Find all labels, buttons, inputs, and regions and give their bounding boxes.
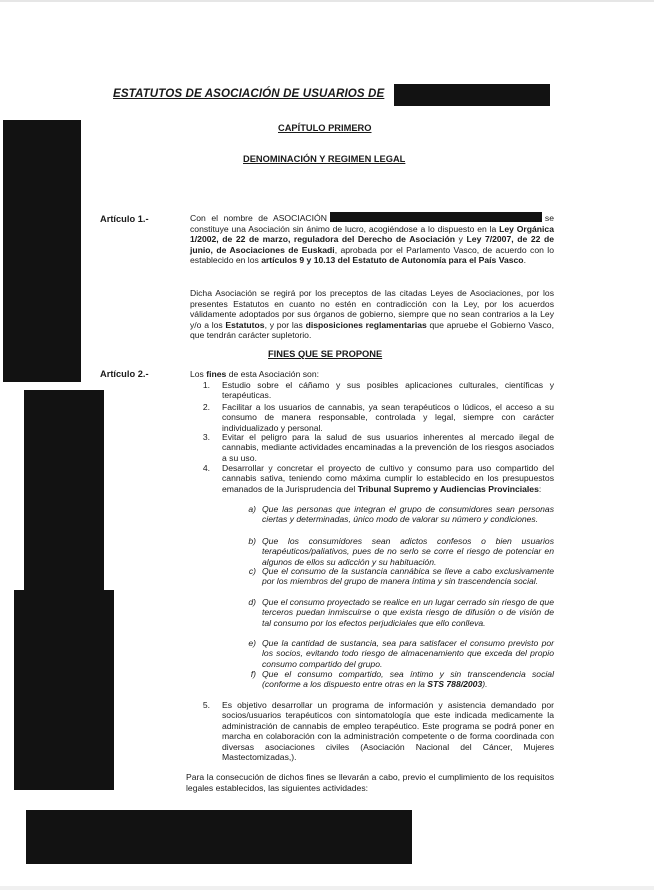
article-1-text: que apruebe el Gobierno Vasco, que tendrán carácter supletorio. — [190, 319, 554, 341]
sub-letter: a) — [248, 504, 256, 514]
article-2-intro — [190, 369, 554, 380]
sub-letter: d) — [248, 597, 256, 607]
article-1-law-3: artículos 9 y 10.13 del Estatuto de Autonomía para el País Vasco — [261, 255, 524, 266]
sub-letter: e) — [248, 638, 256, 648]
redaction-margin-3 — [14, 590, 114, 790]
redaction-margin-1 — [3, 120, 81, 382]
list-number: 2. — [202, 402, 210, 412]
redaction-title — [394, 84, 550, 106]
page-top-edge — [0, 0, 654, 2]
sub-letter: f) — [250, 669, 256, 679]
article-2-bold-fines: fines — [206, 369, 227, 379]
sub-item — [262, 669, 554, 690]
document-title: ESTATUTOS DE ASOCIACIÓN DE USUARIOS DE — [113, 87, 385, 100]
chapter-heading: CAPÍTULO PRIMERO — [278, 123, 372, 133]
article-2-label: Artículo 2.- — [100, 369, 149, 379]
list-number: 5. — [202, 700, 210, 710]
sub-item: Que los consumidores sean adictos confesos o bien usuarios terapéuticos/paliativos, pues de no serlo se corre el riesgo de potenciar en algunos de ellos su adicción y su habituación. — [262, 536, 554, 567]
chapter-subtitle: DENOMINACIÓN Y REGIMEN LEGAL — [243, 154, 406, 164]
list-number: 4. — [202, 463, 210, 473]
redaction-association-name — [330, 212, 542, 222]
article-1-bold-regulations: disposiciones reglamentarias — [305, 319, 427, 330]
fines-heading: FINES QUE SE PROPONE — [268, 349, 383, 359]
sub-item-text: Que el consumo compartido, sea íntimo y sin transcendencia social (conforme a los dispuesto entre otras en la — [262, 669, 554, 690]
article-1-text: , aprobada por el Parlamento Vasco, de acuerdo con lo establecido en los — [190, 244, 554, 266]
sub-item: Que la cantidad de sustancia, sea para satisfacer el consumo previsto por los socios, evitando todo riesgo de almacenamiento que exceda del propio consumo compartido del grupo. — [262, 638, 554, 669]
article-1-bold-statutes: Estatutos — [225, 319, 265, 330]
list-item-text: : — [538, 483, 542, 494]
redaction-margin-2 — [24, 390, 104, 590]
article-1-paragraph-2 — [190, 288, 554, 341]
sub-letter: c) — [248, 566, 256, 576]
list-item: Es objetivo desarrollar un programa de información y asistencia demandado por socios/usuarios terapéuticos con sintomatología que este indicada medicamente la administración de cannabis de empleo terapéutico. Este programa se podrá poner en marcha en colaboración con la administración competente o de forma coordinada con diversas asociaciones civiles (Asociación Nacional del Cáncer, Mujeres Mastectomizadas,). — [222, 700, 554, 763]
list-item-text: Desarrollar y concretar el proyecto de cultivo y consumo para uso compartido del cannabis sativa, teniendo como máxima cumplir lo establecido en los presupuestos emanados de la Jurisprudencia del — [222, 463, 554, 494]
article-1-text: Con el nombre de ASOCIACIÓN — [190, 213, 327, 223]
article-1-text: . — [523, 255, 526, 266]
redaction-bottom — [26, 810, 412, 864]
article-1-law-1: Ley Orgánica 1/2002, de 22 de marzo, reguladora del Derecho de Asociación — [190, 223, 554, 245]
list-item: Evitar el peligro para la salud de sus usuarios inherentes al mercado ilegal de cannabis, mediante actividades encaminadas a la prevención de los riesgos asociados a su uso. — [222, 432, 554, 463]
article-2-closing: Para la consecución de dichos fines se llevarán a cabo, previo el cumplimiento de los requisitos legales establecidos, las siguientes actividades: — [186, 772, 554, 793]
article-2-text: Los — [190, 369, 207, 379]
article-1-paragraph-1 — [190, 212, 554, 266]
article-2-text: de esta Asociación son: — [226, 369, 319, 379]
list-item-bold: Tribunal Supremo y Audiencias Provinciales — [357, 483, 539, 494]
article-1-law-2: Ley 7/2007, de 22 de junio, de Asociaciones de Euskadi — [190, 234, 554, 255]
sub-item: Que las personas que integran el grupo de consumidores sean personas ciertas y determinadas, único modo de valorar su número y condiciones. — [262, 504, 554, 525]
page-bottom-edge — [0, 886, 654, 890]
article-1-text: Dicha Asociación se regirá por los preceptos de las citadas Leyes de Asociaciones, por los presentes Estatutos en cuanto no estén en contradicción con la Ley, por los acuerdos válidamente adoptados por sus órganos de gobierno, siempre que no sean contrarios a la Ley y/o a los — [190, 288, 554, 330]
sub-item: Que el consumo de la sustancia cannábica se lleve a cabo exclusivamente por los miembros del grupo de manera íntima y sin trascendencia social. — [262, 566, 554, 587]
article-1-text: se constituye una Asociación sin ánimo de lucro, acogiéndose a lo dispuesto en la — [190, 213, 554, 234]
sub-item-text: ). — [482, 679, 488, 690]
sub-item-bold: STS 788/2003 — [427, 679, 483, 690]
list-item: Estudio sobre el cáñamo y sus posibles aplicaciones culturales, científicas y terapéuticas. — [222, 380, 554, 401]
sub-letter: b) — [248, 536, 256, 546]
list-number: 3. — [202, 432, 210, 442]
article-1-text: y — [455, 234, 467, 245]
article-1-text: , y por las — [264, 319, 306, 330]
sub-item: Que el consumo proyectado se realice en un lugar cerrado sin riesgo de que terceros puedan inmiscuirse o que exista riesgo de difusión o de visión de tal consumo por los efectos perjudiciales que ello conlleva. — [262, 597, 554, 628]
list-item — [222, 463, 554, 494]
article-1-label: Artículo 1.- — [100, 214, 149, 224]
list-item: Facilitar a los usuarios de cannabis, ya sean terapéuticos o lúdicos, el acceso a su consumo de manera responsable, controlada y legal, siempre con carácter individualizado y personal. — [222, 402, 554, 433]
list-number: 1. — [202, 380, 210, 390]
